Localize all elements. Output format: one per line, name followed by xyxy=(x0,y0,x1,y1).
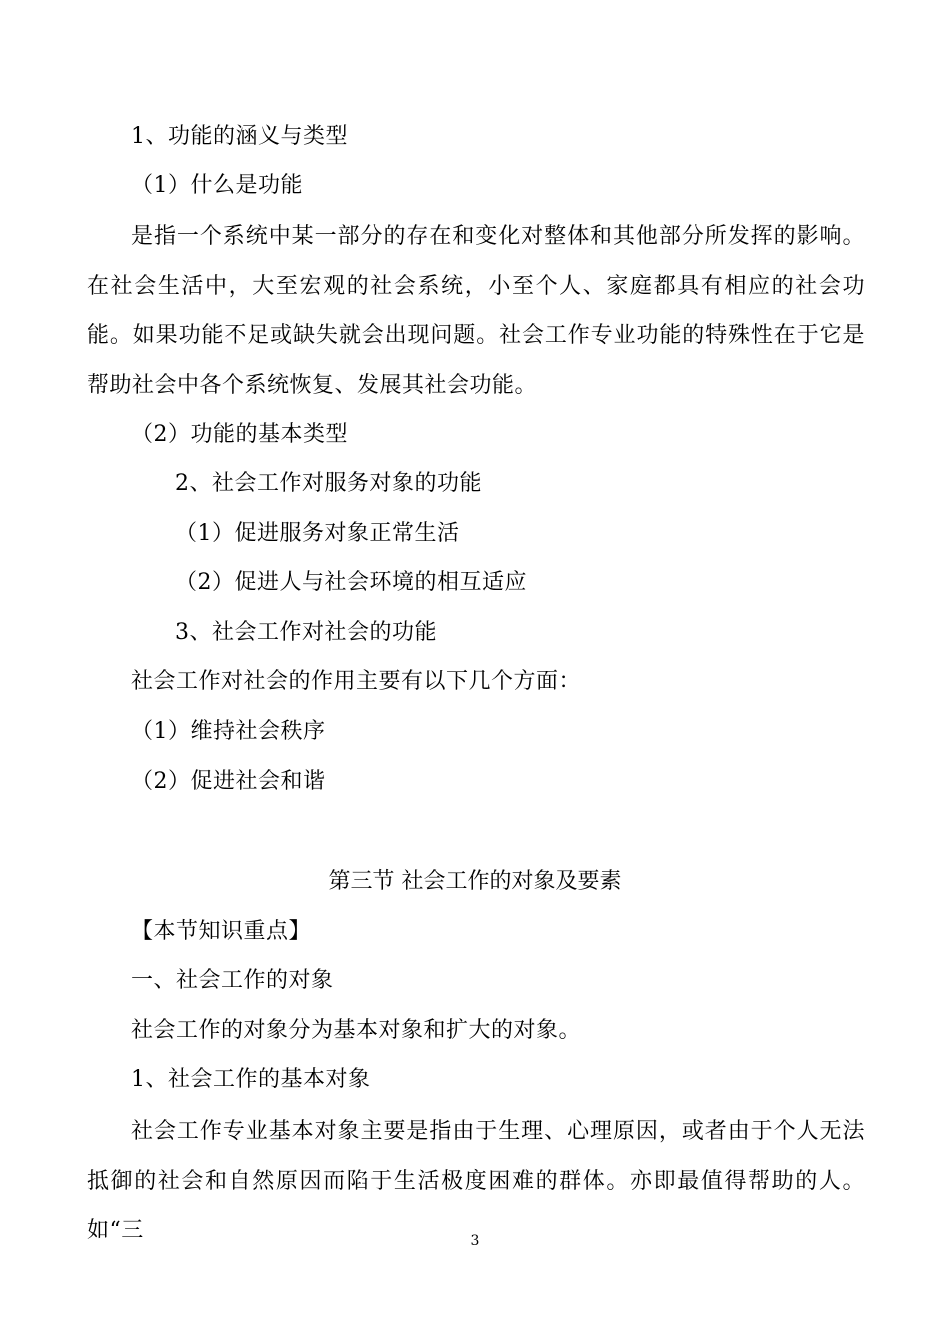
heading-basic-objects: 1、社会工作的基本对象 xyxy=(131,1067,371,1092)
heading-function-for-clients: 2、社会工作对服务对象的功能 xyxy=(175,471,482,496)
heading-work-objects: 一、社会工作的对象 xyxy=(131,968,334,993)
list-item-social-harmony: （2）促进社会和谐 xyxy=(131,769,326,794)
knowledge-points-label: 【本节知识重点】 xyxy=(131,919,312,944)
heading-function-meaning: 1、功能的涵义与类型 xyxy=(131,124,348,149)
subheading-basic-types: （2）功能的基本类型 xyxy=(131,422,348,447)
list-item-adaptation: （2）促进人与社会环境的相互适应 xyxy=(175,570,527,595)
section-title: 第三节 社会工作的对象及要素 xyxy=(328,869,622,894)
page-number: 3 xyxy=(470,1233,480,1249)
list-item-social-order: （1）维持社会秩序 xyxy=(131,719,326,744)
paragraph-basic-objects: 社会工作专业基本对象主要是指由于生理、心理原因，或者由于个人无法抵御的社会和自然原因而陷于生活极度困难的群体。亦即最值得帮助的人。如“三 xyxy=(87,1119,865,1244)
paragraph-function-definition: 是指一个系统中某一部分的存在和变化对整体和其他部分所发挥的影响。在社会生活中，大至宏观的社会系统，小至个人、家庭都具有相应的社会功能。如果功能不足或缺失就会出现问题。社会工作专业功能的特殊性在于它是帮助社会中各个系统恢复、发展其社会功能。 xyxy=(87,224,865,398)
subheading-what-is-function: （1）什么是功能 xyxy=(131,173,303,198)
list-item-normal-life: （1）促进服务对象正常生活 xyxy=(175,521,460,546)
text-objects-classification: 社会工作的对象分为基本对象和扩大的对象。 xyxy=(131,1018,582,1043)
text-society-roles-intro: 社会工作对社会的作用主要有以下几个方面： xyxy=(131,669,582,694)
heading-function-for-society: 3、社会工作对社会的功能 xyxy=(175,620,437,645)
